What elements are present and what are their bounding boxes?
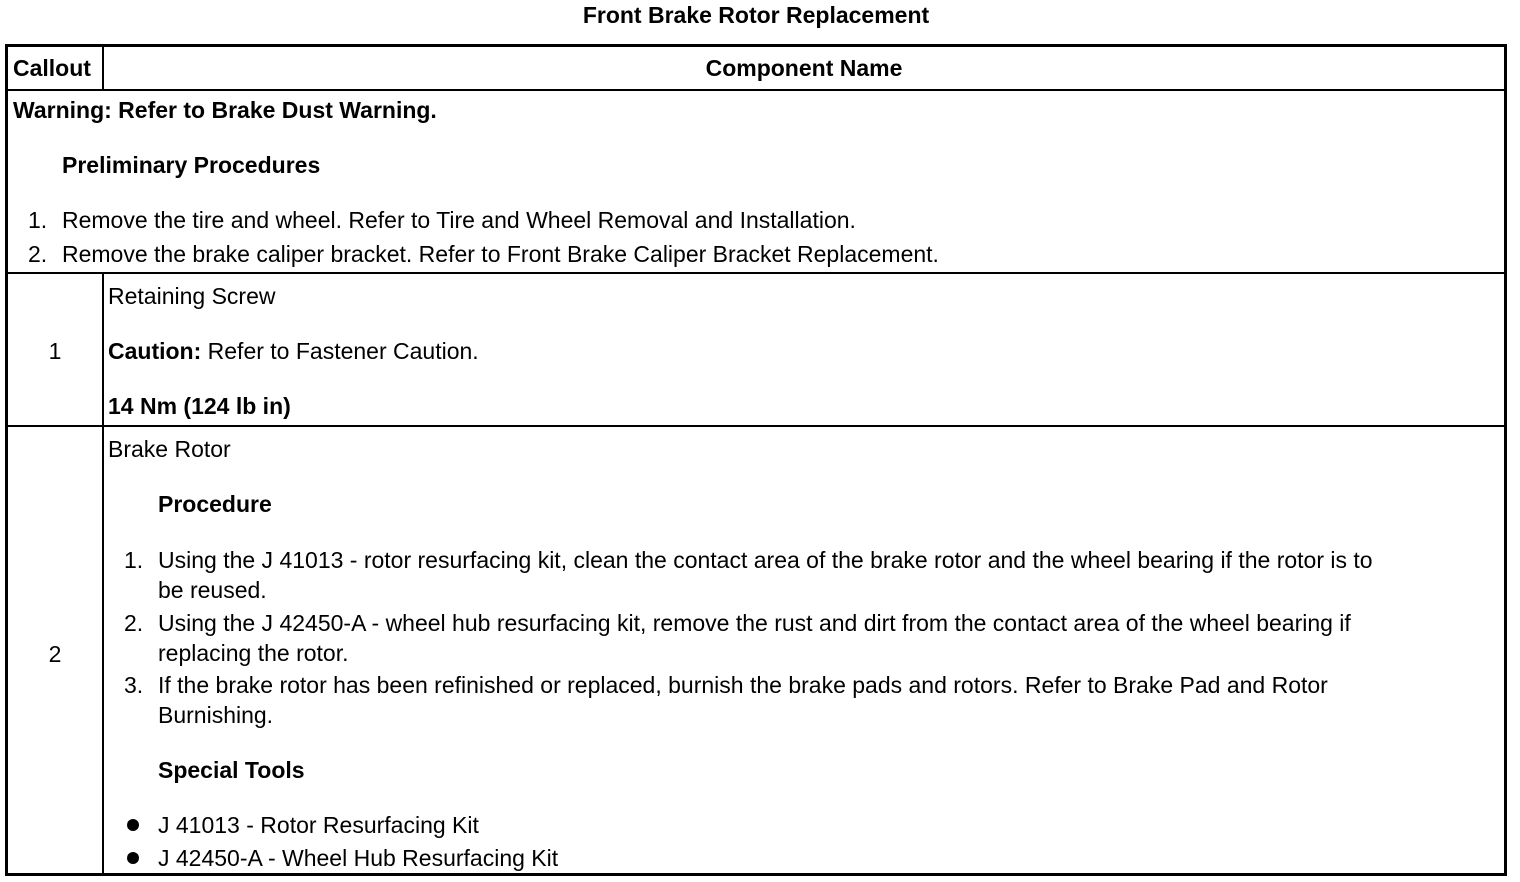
callout-cell xyxy=(8,274,104,425)
bullet-icon xyxy=(127,852,139,864)
prelim-step-text: Remove the tire and wheel. Refer to Tire and Wheel Removal and Installation. xyxy=(62,207,856,233)
procedure-step-text: replacing the rotor. xyxy=(158,640,349,666)
prelim-step-text: Remove the brake caliper bracket. Refer to Front Brake Caliper Bracket Replacement. xyxy=(62,241,939,267)
procedure-step-num: 2. xyxy=(124,610,144,636)
preliminary-heading: Preliminary Procedures xyxy=(62,152,321,178)
warning-text: Warning: Refer to Brake Dust Warning. xyxy=(13,97,437,123)
procedure-heading: Procedure xyxy=(158,491,272,517)
tool-item: J 42450-A - Wheel Hub Resurfacing Kit xyxy=(158,845,559,871)
component-cell xyxy=(104,427,1504,873)
warning-section xyxy=(8,91,1504,274)
caution-label: Caution: xyxy=(108,338,202,364)
caution-text: Refer to Fastener Caution. xyxy=(201,338,479,364)
procedure-step-text: If the brake rotor has been refinished or replaced, burnish the brake pads and rotors. Refer to Brake Pad and Rotor xyxy=(158,672,1328,698)
procedure-step-text: Using the J 42450-A - wheel hub resurfacing kit, remove the rust and dirt from the contact area of the wheel bearing if xyxy=(158,610,1351,636)
table-row xyxy=(8,274,1504,427)
procedure-step-text: be reused. xyxy=(158,577,267,603)
header-callout: Callout xyxy=(8,47,104,89)
component-cell xyxy=(104,274,1504,425)
prelim-step-num: 2. xyxy=(28,241,48,267)
header-component-name: Component Name xyxy=(705,55,903,81)
callout-number: 2 xyxy=(48,641,62,667)
procedure-table xyxy=(5,44,1507,876)
special-tools-heading: Special Tools xyxy=(158,757,305,783)
callout-number: 1 xyxy=(48,338,62,364)
page-title: Front Brake Rotor Replacement xyxy=(582,2,930,28)
table-row xyxy=(8,427,1504,873)
prelim-step-num: 1. xyxy=(28,207,48,233)
component-name: Brake Rotor xyxy=(108,436,231,462)
procedure-step-text: Burnishing. xyxy=(158,702,274,728)
callout-cell xyxy=(8,427,104,873)
procedure-step-text: Using the J 41013 - rotor resurfacing kit, clean the contact area of the brake rotor and the wheel bearing if the rotor is to xyxy=(158,547,1373,573)
torque-spec: 14 Nm (124 lb in) xyxy=(108,393,291,419)
tool-item: J 41013 - Rotor Resurfacing Kit xyxy=(158,812,479,838)
procedure-step-num: 1. xyxy=(124,547,144,573)
component-name: Retaining Screw xyxy=(108,283,276,309)
caution-line xyxy=(108,338,479,365)
procedure-step-num: 3. xyxy=(124,672,144,698)
bullet-icon xyxy=(127,819,139,831)
table-header xyxy=(8,47,1504,91)
